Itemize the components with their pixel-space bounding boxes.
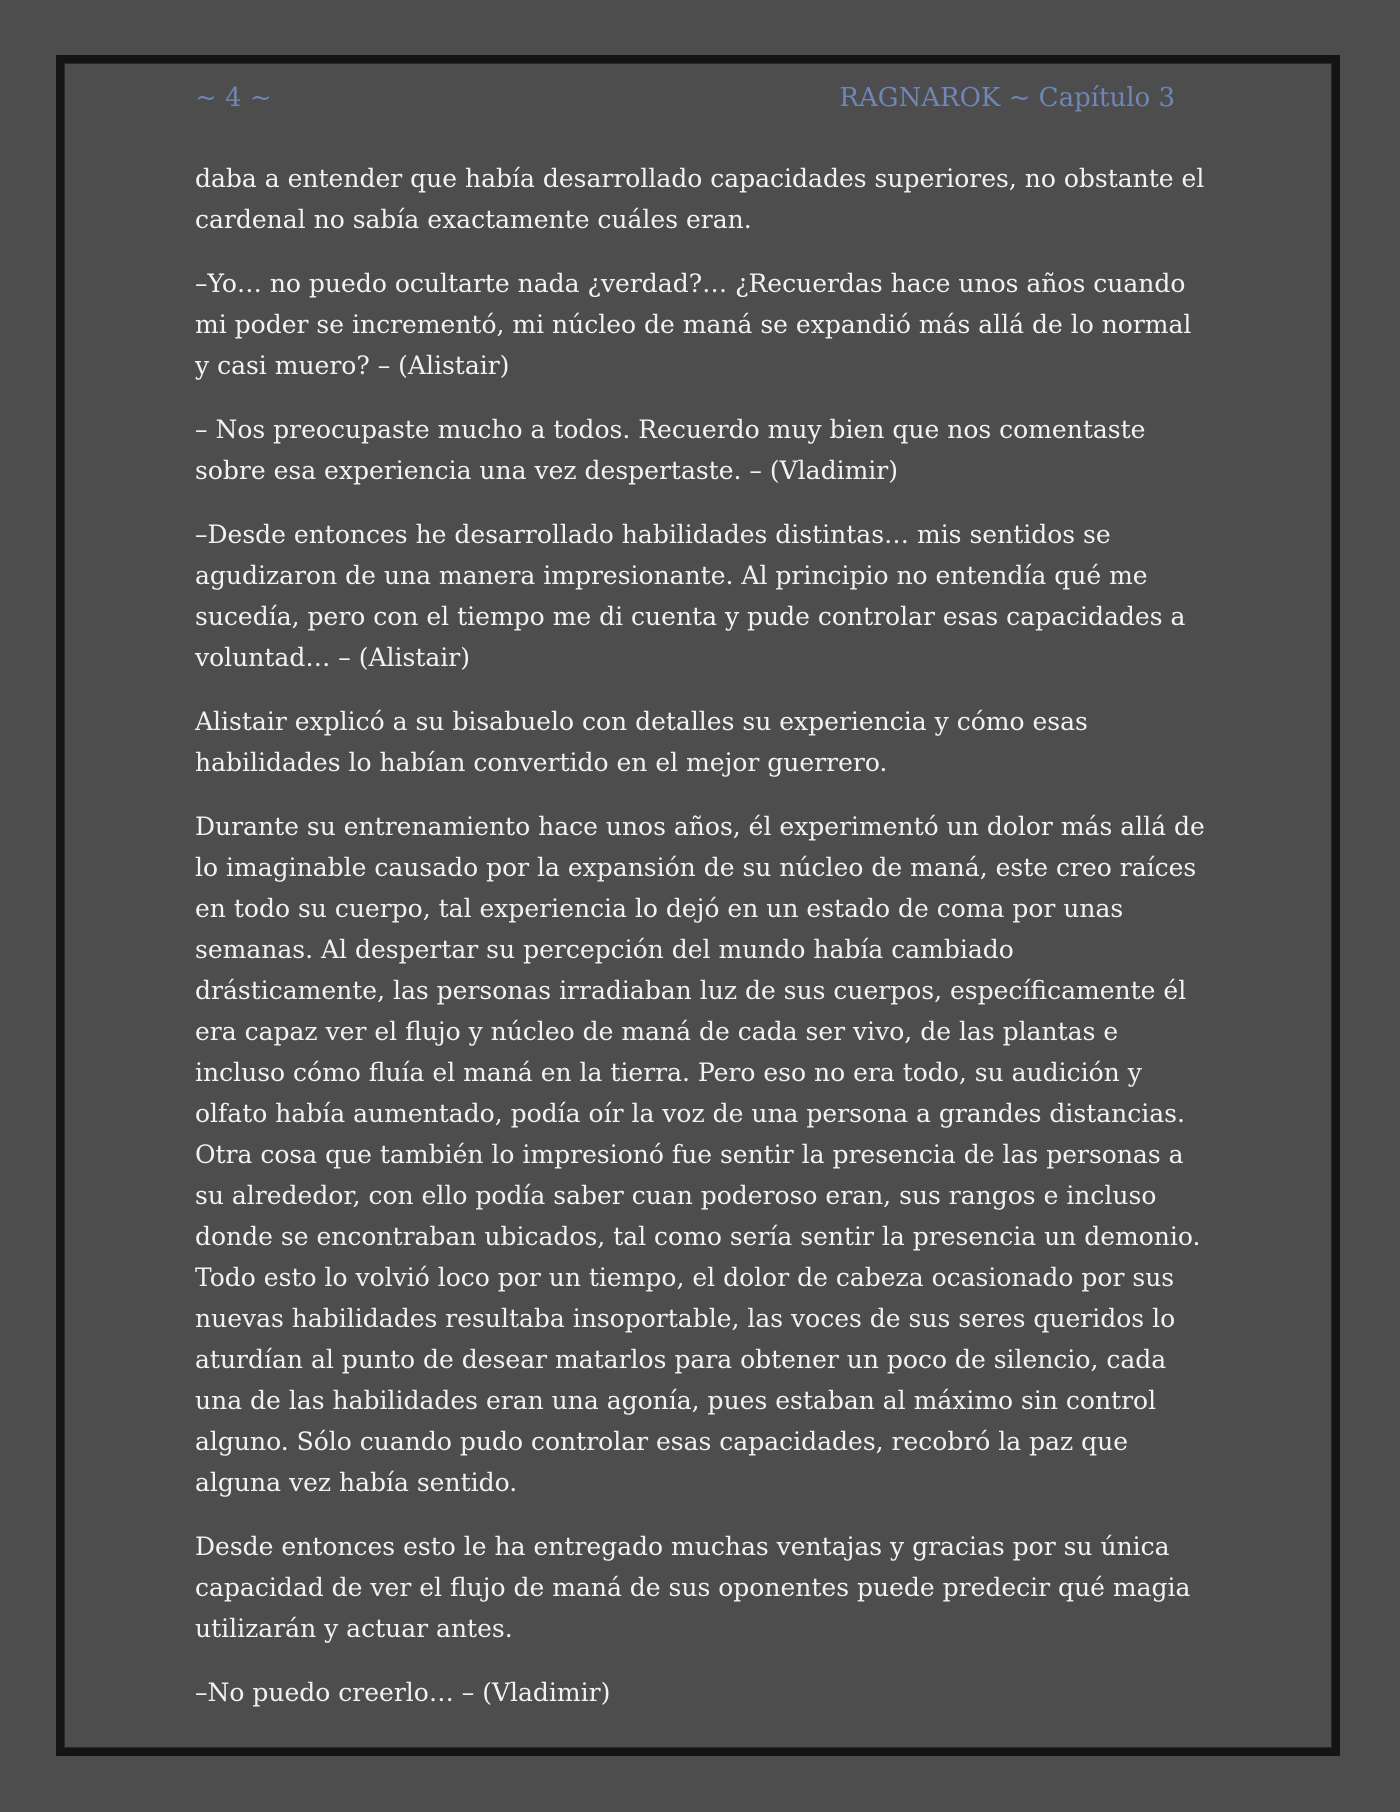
page-header [195,78,1175,118]
paragraph: –Yo… no puedo ocultarte nada ¿verdad?… ¿Recuerdas hace unos años cuando mi poder se incrementó, mi núcleo de maná se expandió más allá de lo normal y casi muero? – (Alistair) [195,269,1192,380]
page-number: ~ 4 ~ [195,83,272,113]
paragraph: –Desde entonces he desarrollado habilidades distintas… mis sentidos se agudizaron de una manera impresionante. Al principio no entendía qué me sucedía, pero con el tiempo me di cuenta y pude controlar esas capacidades a voluntad… – (Alistair) [195,520,1186,672]
paragraph: Alistair explicó a su bisabuelo con detalles su experiencia y cómo esas habilidades lo habían convertido en el mejor guerrero. [195,707,1088,777]
paragraph: – Nos preocupaste mucho a todos. Recuerdo muy bien que nos comentaste sobre esa experiencia una vez despertaste. – (Vladimir) [195,415,1146,485]
body-text [195,158,1205,1736]
running-title: RAGNAROK ~ Capítulo 3 [839,83,1175,113]
paragraph: Desde entonces esto le ha entregado muchas ventajas y gracias por su única capacidad de ver el flujo de maná de sus oponentes puede predecir qué magia utilizarán y actuar antes. [195,1532,1191,1643]
paragraph: Durante su entrenamiento hace unos años, él experimentó un dolor más allá de lo imaginable causado por la expansión de su núcleo de maná, este creo raíces en todo su cuerpo, tal experiencia lo dejó en un estado de coma por unas semanas. Al despertar su percepción del mundo había cambiado drásticamente, las personas irradiaban luz de sus cuerpos, específicamente él era capaz ver el flujo y núcleo de maná de cada ser vivo, de las plantas e incluso cómo fluía el maná en la tierra. Pero eso no era todo, su audición y olfato había aumentado, podía oír la voz de una persona a grandes distancias. Otra cosa que también lo impresionó fue sentir la presencia de las personas a su alrededor, con ello podía saber cuan poderoso eran, sus rangos e incluso donde se encontraban ubicados, tal como sería sentir la presencia un demonio. Todo esto lo volvió loco por un tiempo, el dolor de cabeza ocasionado por sus nuevas habilidades resultaba insoportable, las voces de sus seres queridos lo aturdían al punto de desear matarlos para obtener un poco de silencio, cada una de las habilidades eran una agonía, pues estaban al máximo sin control alguno. Sólo cuando pudo controlar esas capacidades, recobró la paz que alguna vez había sentido. [195,812,1205,1497]
paragraph: daba a entender que había desarrollado capacidades superiores, no obstante el cardenal no sabía exactamente cuáles eran. [195,164,1205,234]
paragraph: –No puedo creerlo… – (Vladimir) [195,1678,611,1707]
